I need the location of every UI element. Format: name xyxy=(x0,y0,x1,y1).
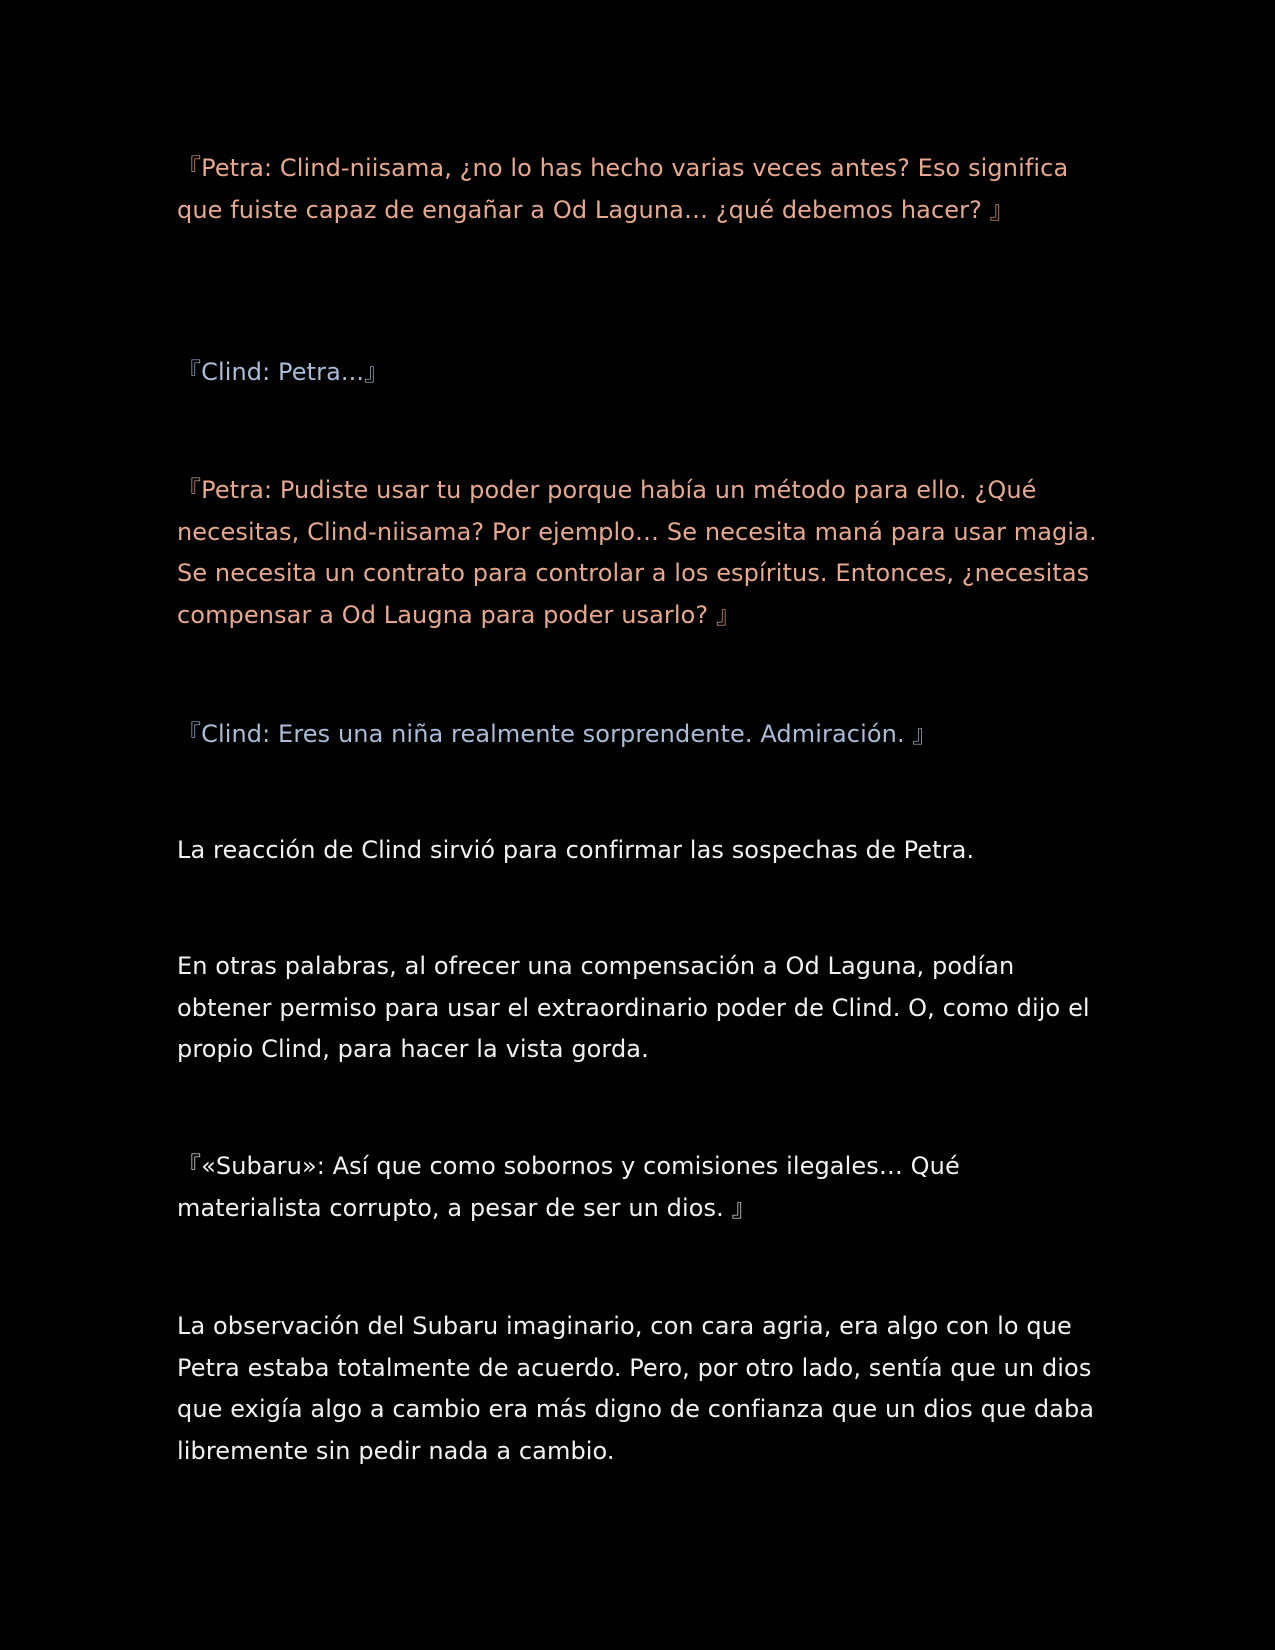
dialogue-petra-2: 『Petra: Pudiste usar tu poder porque había un método para ello. ¿Qué necesitas, Clind-niisama? Por ejemplo… Se necesita maná para usar magia. Se necesita un contrato para controlar a los espíritus. Entonces, ¿necesitas compensar a Od Laugna para poder usarlo? 』 xyxy=(177,476,1097,629)
dialogue-petra-1: 『Petra: Clind-niisama, ¿no lo has hecho varias veces antes? Eso significa que fuiste capaz de engañar a Od Laguna… ¿qué debemos hacer? 』 xyxy=(177,154,1069,224)
dialogue-subaru-1: 『«Subaru»: Así que como sobornos y comisiones ilegales… Qué materialista corrupto, a pesar de ser un dios. 』 xyxy=(177,1152,960,1222)
dialogue-clind-2: 『Clind: Eres una niña realmente sorprendente. Admiración. 』 xyxy=(177,720,937,748)
narration-3: La observación del Subaru imaginario, con cara agria, era algo con lo que Petra estaba totalmente de acuerdo. Pero, por otro lado, sentía que un dios que exigía algo a cambio era más digno de confianza que un dios que daba libremente sin pedir nada a cambio. xyxy=(177,1312,1095,1465)
narration-1: La reacción de Clind sirvió para confirmar las sospechas de Petra. xyxy=(177,836,975,864)
narration-2: En otras palabras, al ofrecer una compensación a Od Laguna, podían obtener permiso para usar el extraordinario poder de Clind. O, como dijo el propio Clind, para hacer la vista gorda. xyxy=(177,952,1090,1063)
dialogue-clind-1: 『Clind: Petra...』 xyxy=(177,358,389,386)
